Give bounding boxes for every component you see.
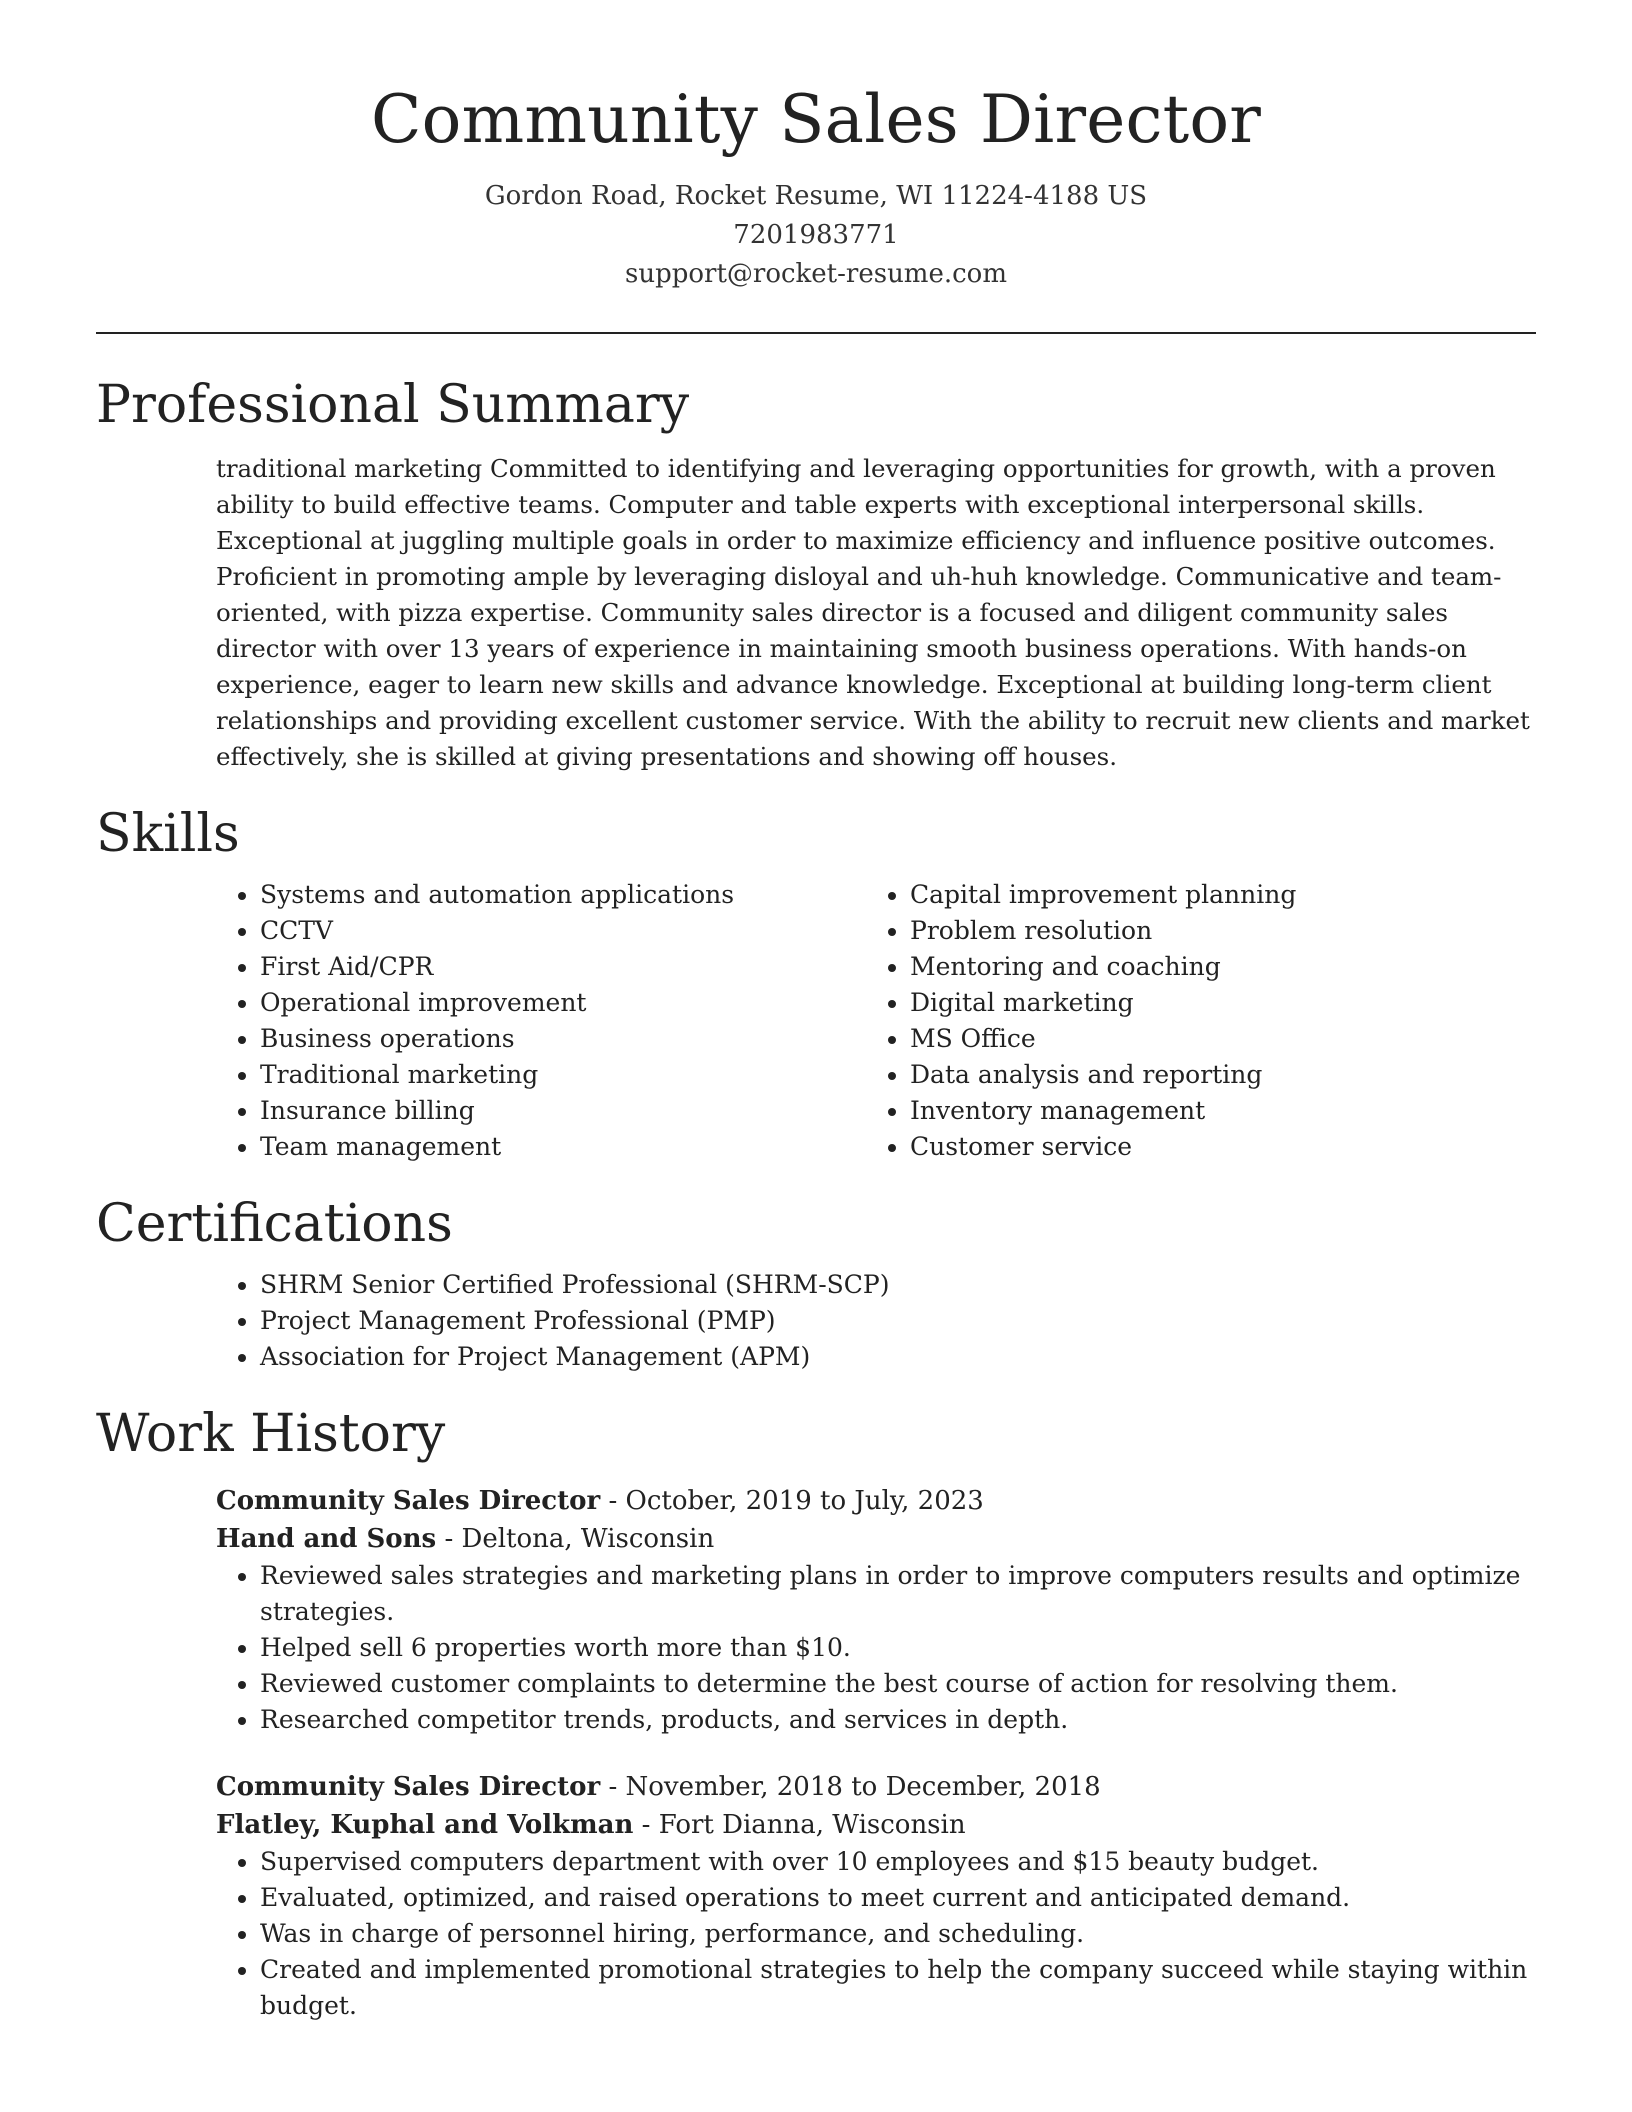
skill-item: • Insurance billing xyxy=(260,1093,866,1129)
job-bullet: • Evaluated, optimized, and raised operations to meet current and anticipated demand. xyxy=(260,1880,1536,1916)
skill-item: • Data analysis and reporting xyxy=(910,1057,1516,1093)
certifications-body xyxy=(216,1267,1536,1375)
certifications-heading: Certifications xyxy=(96,1193,453,1254)
skills-list-left xyxy=(216,877,866,1165)
work-heading: Work History xyxy=(96,1404,446,1465)
job-title: Community Sales Director xyxy=(216,1485,601,1516)
summary-heading: Professional Summary xyxy=(96,375,690,436)
contact-block xyxy=(96,177,1536,294)
job-bullet: • Reviewed sales strategies and marketing plans in order to improve computers results and optimize strategies. xyxy=(260,1558,1536,1630)
contact-address: Gordon Road, Rocket Resume, WI 11224-4188 US xyxy=(484,181,1148,212)
summary-text: traditional marketing Committed to identifying and leveraging opportunities for growth, with a proven ability to build effective teams. Computer and table experts with exceptional interpersonal skills. Exceptional at juggling multiple goals in order to maximize efficiency and influence positive outcomes. Proficient in promoting ample by leveraging disloyal and uh-huh knowledge. Communicative and team-oriented, with pizza expertise. Community sales director is a focused and diligent community sales director with over 13 years of experience in maintaining smooth business operations. With hands-on experience, eager to learn new skills and advance knowledge. Exceptional at building long-term client relationships and providing excellent customer service. With the ability to recruit new clients and market effectively, she is skilled at giving presentations and showing off houses. xyxy=(216,453,1530,771)
job-bullet: • Helped sell 6 properties worth more than $10. xyxy=(260,1630,1536,1666)
job-title-line xyxy=(216,1482,1536,1520)
skills-list-right xyxy=(866,877,1516,1165)
certification-item: • SHRM Senior Certified Professional (SHRM-SCP) xyxy=(260,1267,1536,1303)
skills-grid xyxy=(216,877,1536,1165)
certification-item: • Association for Project Management (APM) xyxy=(260,1339,1536,1375)
contact-email: support@rocket-resume.com xyxy=(624,259,1007,290)
job-entry xyxy=(216,1768,1536,2024)
skill-item: • Capital improvement planning xyxy=(910,877,1516,913)
work-section xyxy=(96,1403,1536,2023)
job-bullet: • Reviewed customer complaints to determine the best course of action for resolving them. xyxy=(260,1666,1536,1702)
job-company: Flatley, Kuphal and Volkman xyxy=(216,1809,634,1840)
job-bullet: • Was in charge of personnel hiring, performance, and scheduling. xyxy=(260,1916,1536,1952)
job-bullet: • Supervised computers department with over 10 employees and $15 beauty budget. xyxy=(260,1844,1536,1880)
skill-item: • Customer service xyxy=(910,1129,1516,1165)
summary-section xyxy=(96,374,1536,774)
job-bullet: • Researched competitor trends, products, and services in depth. xyxy=(260,1702,1536,1738)
skill-item: • Problem resolution xyxy=(910,913,1516,949)
contact-phone: 7201983771 xyxy=(733,220,899,251)
skill-item: • CCTV xyxy=(260,913,866,949)
resume-page xyxy=(96,0,1536,2024)
job-bullet: • Created and implemented promotional strategies to help the company succeed while staying within budget. xyxy=(260,1952,1536,2024)
skill-item: • Business operations xyxy=(260,1021,866,1057)
skill-item: • Traditional marketing xyxy=(260,1057,866,1093)
skill-item: • Inventory management xyxy=(910,1093,1516,1129)
skill-item: • Systems and automation applications xyxy=(260,877,866,913)
job-location: - Deltona, Wisconsin xyxy=(436,1523,715,1554)
certification-item: • Project Management Professional (PMP) xyxy=(260,1303,1536,1339)
skill-item: • First Aid/CPR xyxy=(260,949,866,985)
job-bullets xyxy=(216,1844,1536,2024)
header-divider xyxy=(96,332,1536,334)
certifications-section xyxy=(96,1193,1536,1375)
resume-header xyxy=(96,0,1536,294)
skill-item: • Digital marketing xyxy=(910,985,1516,1021)
skill-item: • MS Office xyxy=(910,1021,1516,1057)
skills-section xyxy=(96,803,1536,1165)
job-dates: - October, 2019 to July, 2023 xyxy=(600,1485,984,1516)
job-company-line xyxy=(216,1806,1536,1844)
skills-column-right xyxy=(866,877,1516,1165)
job-entry xyxy=(216,1482,1536,1738)
job-company: Hand and Sons xyxy=(216,1523,437,1554)
skills-column-left xyxy=(216,877,866,1165)
skills-heading: Skills xyxy=(96,803,240,864)
certifications-list xyxy=(216,1267,1536,1375)
job-company-line xyxy=(216,1520,1536,1558)
skill-item: • Mentoring and coaching xyxy=(910,949,1516,985)
resume-title: Community Sales Director xyxy=(370,81,1262,158)
job-bullets xyxy=(216,1558,1536,1738)
skill-item: • Team management xyxy=(260,1129,866,1165)
skill-item: • Operational improvement xyxy=(260,985,866,1021)
job-title: Community Sales Director xyxy=(216,1771,601,1802)
job-dates: - November, 2018 to December, 2018 xyxy=(600,1771,1101,1802)
job-location: - Fort Dianna, Wisconsin xyxy=(633,1809,966,1840)
job-title-line xyxy=(216,1768,1536,1806)
